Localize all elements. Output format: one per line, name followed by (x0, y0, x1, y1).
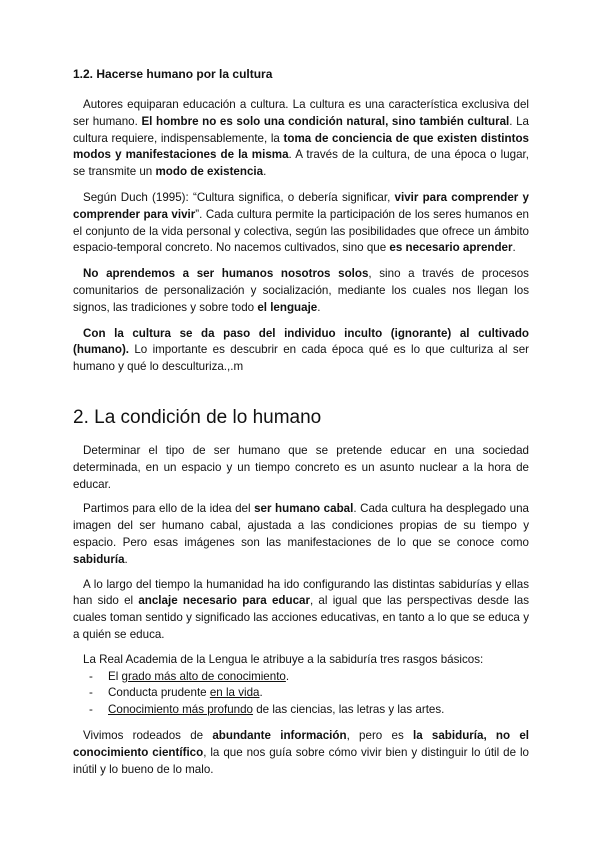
bold-run: la sabiduría, no el conocimiento científico (73, 728, 530, 759)
text-run: . (259, 686, 263, 700)
text-run: . Cada cultura ha desplegado una imagen del ser humano cabal, ajustada a las condiciones propias de su tiempo y espacio. Pero esas imágenes son las manifestaciones de lo que se conoce como (73, 502, 529, 549)
text-run: Conducta prudente (108, 686, 210, 700)
text-run: , sino a través de procesos comunitarios de personalización y socialización, mediante los cuales nos llegan los signos, las tradiciones y sobre todo (73, 267, 529, 314)
text-run: . A través de la cultura, de una época o lugar, se transmite un (73, 148, 529, 179)
bold-run: El hombre no es solo una condición natural, sino también cultural (141, 114, 510, 128)
page-content (73, 66, 529, 787)
list-dash: - (89, 703, 93, 717)
text-run: Determinar el tipo de ser humano que se pretende educar en una sociedad determinada, en un espacio y un tiempo concreto es un asunto nuclear a la hora de educar. (73, 443, 529, 491)
text-run: Partimos para ello de la idea del (83, 502, 255, 516)
bold-run: anclaje necesario para educar (138, 594, 310, 608)
list-dash: - (89, 669, 93, 683)
list-dash: - (89, 686, 93, 700)
section-2-paragraph-3 (73, 577, 529, 644)
text-run: . (317, 300, 321, 314)
section-2-paragraph-1 (73, 443, 529, 493)
text-run: . (263, 165, 267, 179)
bold-run: el lenguaje (257, 300, 318, 314)
section-1-2-heading: 1.2. Hacerse humano por la cultura (73, 67, 273, 81)
section-2-heading: 2. La condición de lo humano (73, 406, 322, 428)
section-2-paragraph-2 (73, 501, 529, 568)
list-item (89, 685, 529, 702)
text-run: . (285, 669, 290, 683)
bold-run: es necesario aprender (389, 241, 513, 255)
section-1-2-paragraph-3 (73, 266, 529, 316)
text-run: , la que nos guía sobre cómo vivir bien y distinguir lo útil de lo inútil y lo bueno de lo malo. (73, 745, 529, 776)
bold-run: ser humano cabal (254, 502, 354, 516)
rasgos-list (73, 669, 529, 719)
text-run: ”. Cada cultura permite la participación de los seres humanos en el conjunto de la vida personal y colectiva, según las posibilidades que ofrece un ámbito espacio-temporal concreto. No nacemos cultivados, sino que (73, 207, 529, 255)
bold-run: sabiduría (73, 552, 125, 566)
underlined-run: en la vida (209, 686, 260, 700)
text-run: , al igual que las perspectivas desde las cuales toman sentido y significado las acciones educativas, en tanto a lo que se educa y a quién se educa. (73, 594, 529, 641)
list-item (89, 669, 529, 686)
text-run: Vivimos rodeados de (83, 728, 213, 742)
list-item (89, 702, 529, 719)
text-run: Autores equiparan educación a cultura. La cultura es una característica exclusiva del ser humano. (73, 98, 529, 128)
underlined-run: grado más alto de conocimiento (121, 669, 286, 683)
text-run: Lo importante es descubrir en cada época qué es lo que culturiza al ser humano y qué lo desculturiza.,.m (73, 343, 529, 374)
bold-run: abundante información (212, 728, 347, 742)
bold-run: modo de existencia (155, 165, 264, 179)
text-run: . (124, 552, 128, 566)
bold-run: toma de conciencia de que existen distintos modos y manifestaciones de la misma (73, 131, 529, 162)
section-1-2-paragraph-1 (73, 97, 529, 181)
section-2-rasgos-intro: La Real Academia de la Lengua le atribuye a la sabiduría tres rasgos básicos: (83, 652, 484, 666)
text-run: , pero es (346, 728, 413, 742)
text-run: El (108, 669, 122, 683)
bold-run: Con la cultura se da paso del individuo inculto (ignorante) al cultivado (humano). (73, 326, 529, 357)
text-run: Según Duch (1995): “Cultura significa, o debería significar, (83, 190, 395, 204)
section-2-paragraph-5 (73, 728, 529, 778)
text-run: A lo largo del tiempo la humanidad ha ido configurando las distintas sabidurías y ellas han sido el (73, 577, 529, 608)
bold-run: vivir para comprender y comprender para vivir (73, 190, 529, 221)
bold-run: No aprendemos a ser humanos nosotros solos (83, 267, 369, 281)
text-run: . La cultura requiere, indispensablemente, la (73, 114, 530, 145)
underlined-run: Conocimiento más profundo (108, 703, 254, 717)
text-run: de las ciencias, las letras y las artes. (253, 703, 445, 717)
section-1-2-paragraph-4 (73, 326, 529, 376)
section-1-2-paragraph-2 (73, 190, 529, 257)
text-run: . (512, 241, 516, 255)
